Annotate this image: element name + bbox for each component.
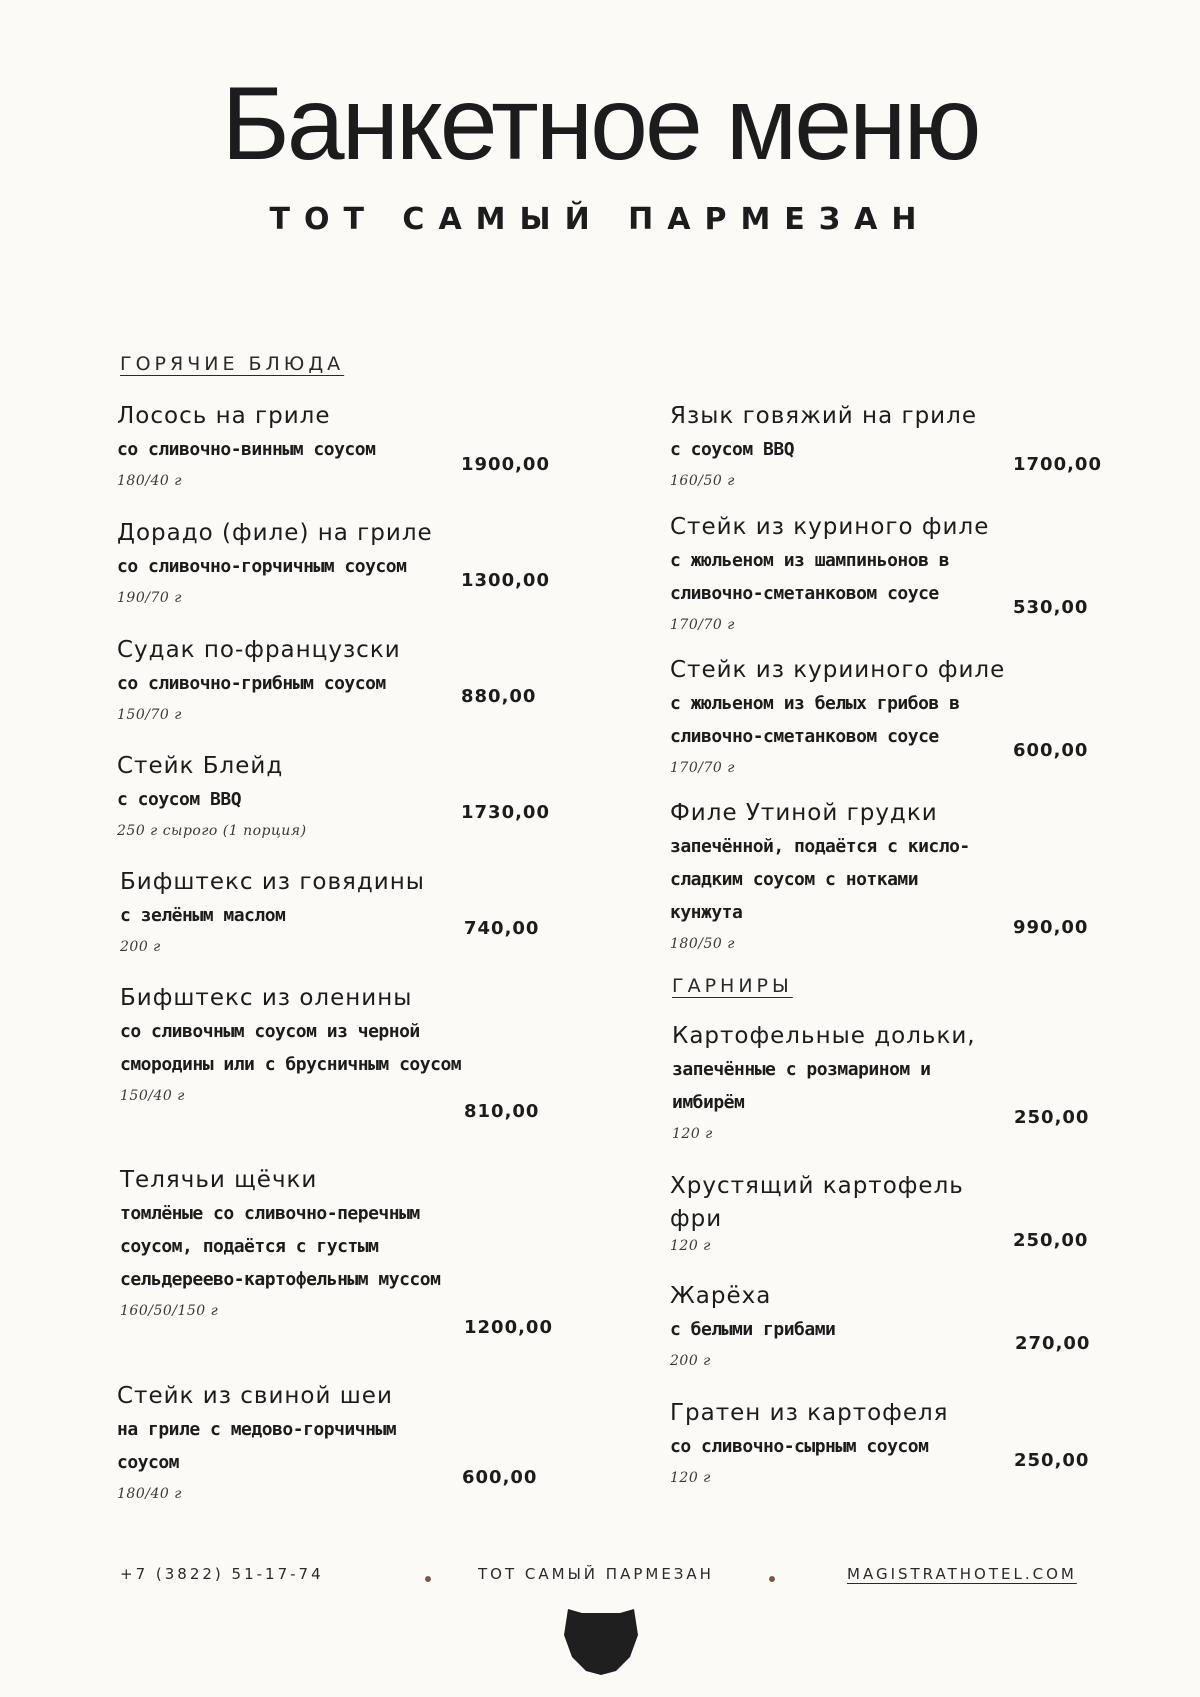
item-description: со сливочным соусом из черной смородины или с брусничным соусом xyxy=(120,1021,462,1075)
item-price: 530,00 xyxy=(1013,597,1089,618)
menu-item xyxy=(117,750,457,841)
item-price: 990,00 xyxy=(1013,917,1089,938)
footer-website-link[interactable]: MAGISTRATHOTEL.COM xyxy=(847,1565,1077,1583)
item-name: Стейк из курииного филе xyxy=(670,657,1006,683)
item-name: Бифштекс из говядины xyxy=(120,869,425,895)
item-name: Жарёха xyxy=(670,1283,772,1309)
menu-item xyxy=(670,1170,990,1256)
menu-item xyxy=(670,400,1010,491)
restaurant-subtitle: ТОТ САМЫЙ ПАРМЕЗАН xyxy=(269,202,931,237)
item-price: 1700,00 xyxy=(1013,454,1102,475)
menu-item xyxy=(117,517,457,608)
item-weight: 120 г xyxy=(670,1238,711,1254)
item-price: 600,00 xyxy=(462,1467,538,1488)
item-name: Хрустящий картофель фри xyxy=(670,1173,964,1232)
item-name: Бифштекс из оленины xyxy=(120,985,413,1011)
menu-item xyxy=(120,1164,465,1321)
item-weight: 200 г xyxy=(120,939,161,955)
menu-item xyxy=(117,1380,457,1504)
item-description: томлёные со сливочно-перечным соусом, подаётся с густым сельдереево-картофельным муссом xyxy=(120,1203,441,1290)
item-description: со сливочно-горчичным соусом xyxy=(117,556,407,577)
menu-item xyxy=(670,654,1005,778)
item-description: со сливочно-винным соусом xyxy=(117,439,376,460)
item-name: Филе Утиной грудки xyxy=(670,800,938,826)
item-price: 1200,00 xyxy=(464,1317,553,1338)
item-description: с жюльеном из белых грибов в сливочно-сметанковом соусе xyxy=(670,693,960,747)
item-description: запечённой, подаётся с кисло-сладким соусом с нотками кунжута xyxy=(670,836,970,923)
item-price: 880,00 xyxy=(461,686,537,707)
menu-item xyxy=(120,866,460,957)
item-price: 1900,00 xyxy=(461,454,550,475)
item-weight: 180/40 г xyxy=(117,1486,182,1502)
item-description: на гриле с медово-горчичным соусом xyxy=(117,1419,397,1473)
item-price: 1300,00 xyxy=(461,570,550,591)
menu-item xyxy=(117,400,457,491)
item-weight: 250 г сырого (1 порция) xyxy=(117,823,307,839)
item-price: 740,00 xyxy=(464,918,540,939)
footer-phone[interactable]: +7 (3822) 51-17-74 xyxy=(120,1565,324,1583)
item-weight: 150/70 г xyxy=(117,707,182,723)
item-name: Судак по-французски xyxy=(117,637,401,663)
item-weight: 160/50/150 г xyxy=(120,1303,219,1319)
item-price: 250,00 xyxy=(1014,1107,1090,1128)
item-name: Гратен из картофеля xyxy=(670,1400,949,1426)
item-name: Стейк Блейд xyxy=(117,753,284,779)
item-weight: 170/70 г xyxy=(670,760,735,776)
item-weight: 170/70 г xyxy=(670,617,735,633)
menu-item xyxy=(670,511,1005,635)
menu-item xyxy=(670,1397,1005,1488)
item-description: с зелёным маслом xyxy=(120,905,286,926)
item-name: Лосось на гриле xyxy=(117,403,331,429)
menu-item xyxy=(672,1020,1007,1144)
item-description: с жюльеном из шампиньонов в сливочно-сметанковом соусе xyxy=(670,550,950,604)
page-title: Банкетное меню xyxy=(221,66,979,182)
item-weight: 180/40 г xyxy=(117,473,182,489)
section-garnishes: ГАРНИРЫ xyxy=(672,975,793,997)
menu-item xyxy=(670,1280,1005,1371)
item-weight: 190/70 г xyxy=(117,590,182,606)
footer-separator-dot xyxy=(769,1576,775,1582)
menu-item xyxy=(120,982,465,1106)
item-price: 810,00 xyxy=(464,1101,540,1122)
item-price: 270,00 xyxy=(1015,1333,1091,1354)
item-price: 250,00 xyxy=(1014,1450,1090,1471)
item-name: Дорадо (филе) на гриле xyxy=(117,520,433,546)
item-weight: 160/50 г xyxy=(670,473,735,489)
item-description: с белыми грибами xyxy=(670,1319,836,1340)
menu-item xyxy=(117,634,457,725)
item-name: Телячьи щёчки xyxy=(120,1167,318,1193)
item-description: со сливочно-грибным соусом xyxy=(117,673,386,694)
item-name: Язык говяжий на гриле xyxy=(670,403,977,429)
item-weight: 120 г xyxy=(670,1470,711,1486)
section-hot-dishes: ГОРЯЧИЕ БЛЮДА xyxy=(120,353,345,375)
item-weight: 200 г xyxy=(670,1353,711,1369)
item-weight: 150/40 г xyxy=(120,1088,185,1104)
item-name: Стейк из куриного филе xyxy=(670,514,990,540)
menu-item xyxy=(670,797,990,954)
item-description: запечённые с розмарином и имбирём xyxy=(672,1059,931,1113)
item-price: 600,00 xyxy=(1013,740,1089,761)
item-name: Картофельные дольки, xyxy=(672,1023,976,1049)
item-name: Стейк из свиной шеи xyxy=(117,1383,393,1409)
bear-head-icon xyxy=(562,1605,640,1677)
item-description: со сливочно-сырным соусом xyxy=(670,1436,929,1457)
item-price: 250,00 xyxy=(1013,1230,1089,1251)
footer-brand: ТОТ САМЫЙ ПАРМЕЗАН xyxy=(478,1565,714,1583)
item-weight: 120 г xyxy=(672,1126,713,1142)
item-price: 1730,00 xyxy=(461,802,550,823)
item-description: с соусом BBQ xyxy=(670,439,795,460)
item-description: с соусом BBQ xyxy=(117,789,242,810)
item-weight: 180/50 г xyxy=(670,936,735,952)
footer-separator-dot xyxy=(425,1576,431,1582)
